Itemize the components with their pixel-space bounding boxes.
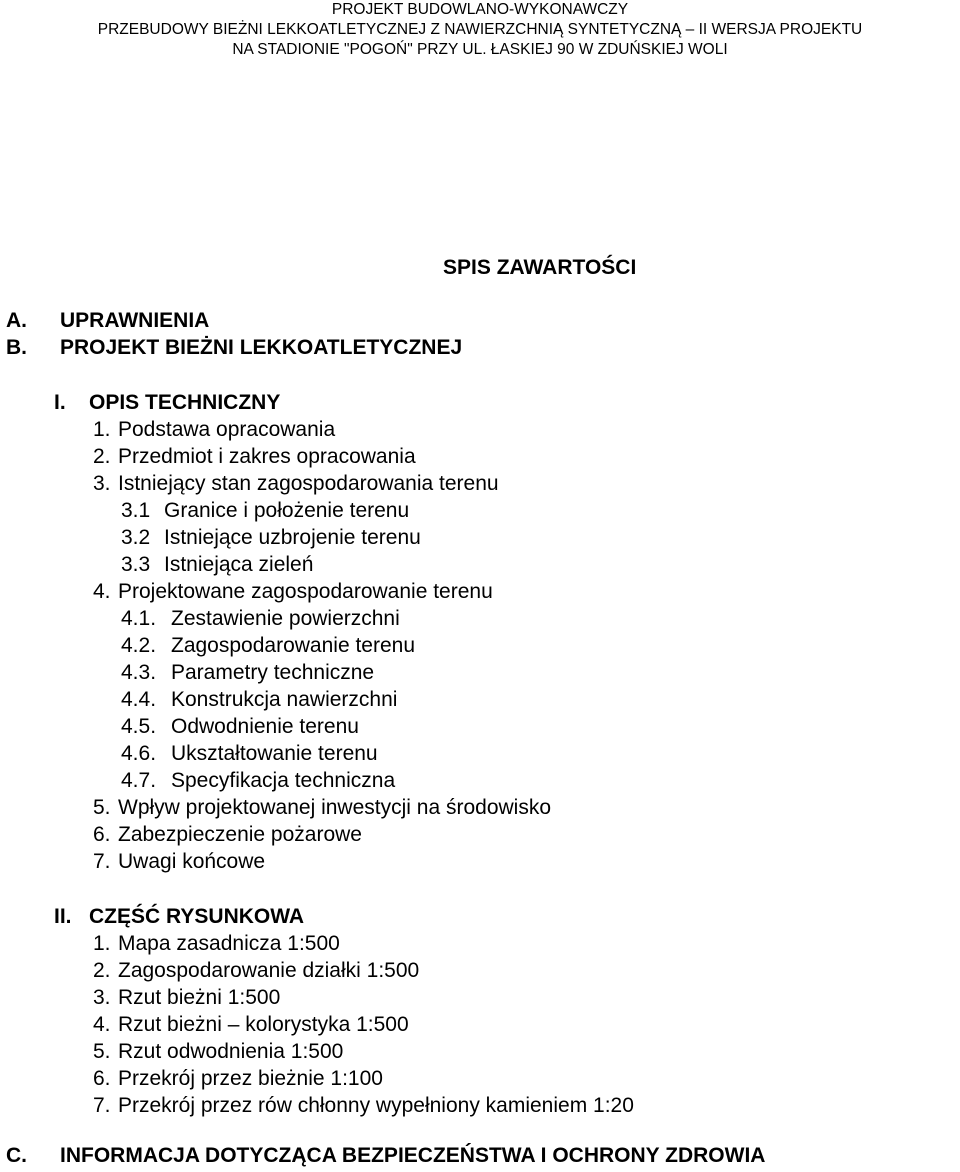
- item-number: 3.1: [121, 499, 151, 522]
- toc-item: [121, 741, 378, 767]
- item-number: 3.: [93, 986, 111, 1009]
- item-number: 5.: [93, 1040, 111, 1063]
- toc-item: [93, 1039, 343, 1065]
- item-label: Zagospodarowanie działki 1:500: [118, 959, 420, 982]
- item-label: Konstrukcja nawierzchni: [171, 688, 398, 711]
- item-label: Zabezpieczenie pożarowe: [118, 823, 362, 846]
- toc-item: [121, 552, 313, 578]
- toc-item: [93, 579, 493, 605]
- header-line-3: NA STADIONIE "POGOŃ" PRZY UL. ŁASKIEJ 90 W ZDUŃSKIEJ WOLI: [232, 41, 728, 58]
- item-label: Istniejący stan zagospodarowania terenu: [118, 472, 499, 495]
- item-number: 6.: [93, 823, 111, 846]
- toc-item: [93, 985, 280, 1011]
- item-label: Istniejąca zieleń: [164, 553, 314, 576]
- toc-title: SPIS ZAWARTOŚCI: [443, 256, 637, 279]
- toc-section-c: [6, 1143, 765, 1169]
- toc-part-ii: [54, 904, 304, 930]
- item-label: Rzut odwodnienia 1:500: [118, 1040, 344, 1063]
- section-label: INFORMACJA DOTYCZĄCA BEZPIECZEŃSTWA I OCHRONY ZDROWIA: [60, 1144, 766, 1167]
- item-number: 4.: [93, 580, 111, 603]
- toc-part-i: [54, 390, 280, 416]
- toc-item: [121, 606, 400, 632]
- toc-item: [93, 471, 499, 497]
- toc-item: [93, 444, 416, 470]
- toc-item: [93, 417, 335, 443]
- item-number: 4.1.: [121, 607, 157, 630]
- toc-item: [121, 714, 359, 740]
- section-marker: A.: [6, 309, 27, 332]
- item-number: 4.: [93, 1013, 111, 1036]
- item-number: 5.: [93, 796, 111, 819]
- document-header: [0, 0, 960, 60]
- item-number: 4.3.: [121, 661, 157, 684]
- item-label: Przedmiot i zakres opracowania: [118, 445, 416, 468]
- item-number: 6.: [93, 1067, 111, 1090]
- toc-item: [121, 768, 395, 794]
- toc-item: [121, 633, 415, 659]
- toc-item: [93, 931, 340, 957]
- item-label: Istniejące uzbrojenie terenu: [164, 526, 421, 549]
- item-label: Ukształtowanie terenu: [171, 742, 378, 765]
- item-number: 4.7.: [121, 769, 157, 792]
- item-label: Podstawa opracowania: [118, 418, 336, 441]
- item-label: Przekrój przez rów chłonny wypełniony kamieniem 1:20: [118, 1094, 634, 1117]
- item-number: 4.6.: [121, 742, 157, 765]
- section-marker: B.: [6, 336, 27, 359]
- section-marker: C.: [6, 1144, 27, 1167]
- item-number: 1.: [93, 932, 111, 955]
- toc-item: [121, 687, 397, 713]
- section-label: PROJEKT BIEŻNI LEKKOATLETYCZNEJ: [60, 336, 463, 359]
- toc-section-a: [6, 308, 209, 334]
- item-number: 7.: [93, 1094, 111, 1117]
- item-number: 3.: [93, 472, 111, 495]
- part-label: OPIS TECHNICZNY: [89, 391, 281, 414]
- toc-item: [93, 822, 362, 848]
- item-number: 4.4.: [121, 688, 157, 711]
- item-label: Parametry techniczne: [171, 661, 375, 684]
- toc-item: [121, 660, 374, 686]
- item-label: Wpływ projektowanej inwestycji na środowisko: [118, 796, 552, 819]
- item-label: Odwodnienie terenu: [171, 715, 359, 738]
- item-number: 4.2.: [121, 634, 157, 657]
- item-label: Uwagi końcowe: [118, 850, 266, 873]
- header-line-1: PROJEKT BUDOWLANO-WYKONAWCZY: [331, 1, 629, 18]
- item-label: Rzut bieżni – kolorystyka 1:500: [118, 1013, 409, 1036]
- toc-item: [121, 498, 409, 524]
- toc-item: [93, 1012, 409, 1038]
- item-number: 7.: [93, 850, 111, 873]
- item-label: Granice i położenie terenu: [164, 499, 410, 522]
- toc-item: [93, 849, 265, 875]
- item-number: 1.: [93, 418, 111, 441]
- toc-item: [121, 525, 421, 551]
- toc-item: [93, 958, 419, 984]
- part-marker: II.: [54, 905, 72, 928]
- item-label: Przekrój przez bieżnie 1:100: [118, 1067, 383, 1090]
- item-number: 3.3: [121, 553, 151, 576]
- item-label: Mapa zasadnicza 1:500: [118, 932, 340, 955]
- item-number: 4.5.: [121, 715, 157, 738]
- item-label: Specyfikacja techniczna: [171, 769, 396, 792]
- item-label: Projektowane zagospodarowanie terenu: [118, 580, 493, 603]
- part-label: CZĘŚĆ RYSUNKOWA: [89, 905, 305, 928]
- toc-item: [93, 1066, 383, 1092]
- toc-item: [93, 1093, 634, 1119]
- header-line-2: PRZEBUDOWY BIEŻNI LEKKOATLETYCZNEJ Z NAWIERZCHNIĄ SYNTETYCZNĄ – II WERSJA PROJEKTU: [97, 21, 863, 38]
- item-label: Zestawienie powierzchni: [171, 607, 400, 630]
- toc-item: [93, 795, 551, 821]
- item-label: Zagospodarowanie terenu: [171, 634, 416, 657]
- section-label: UPRAWNIENIA: [60, 309, 210, 332]
- item-number: 3.2: [121, 526, 151, 549]
- part-marker: I.: [54, 391, 66, 414]
- toc-section-b: [6, 335, 462, 361]
- item-number: 2.: [93, 959, 111, 982]
- item-number: 2.: [93, 445, 111, 468]
- item-label: Rzut bieżni 1:500: [118, 986, 281, 1009]
